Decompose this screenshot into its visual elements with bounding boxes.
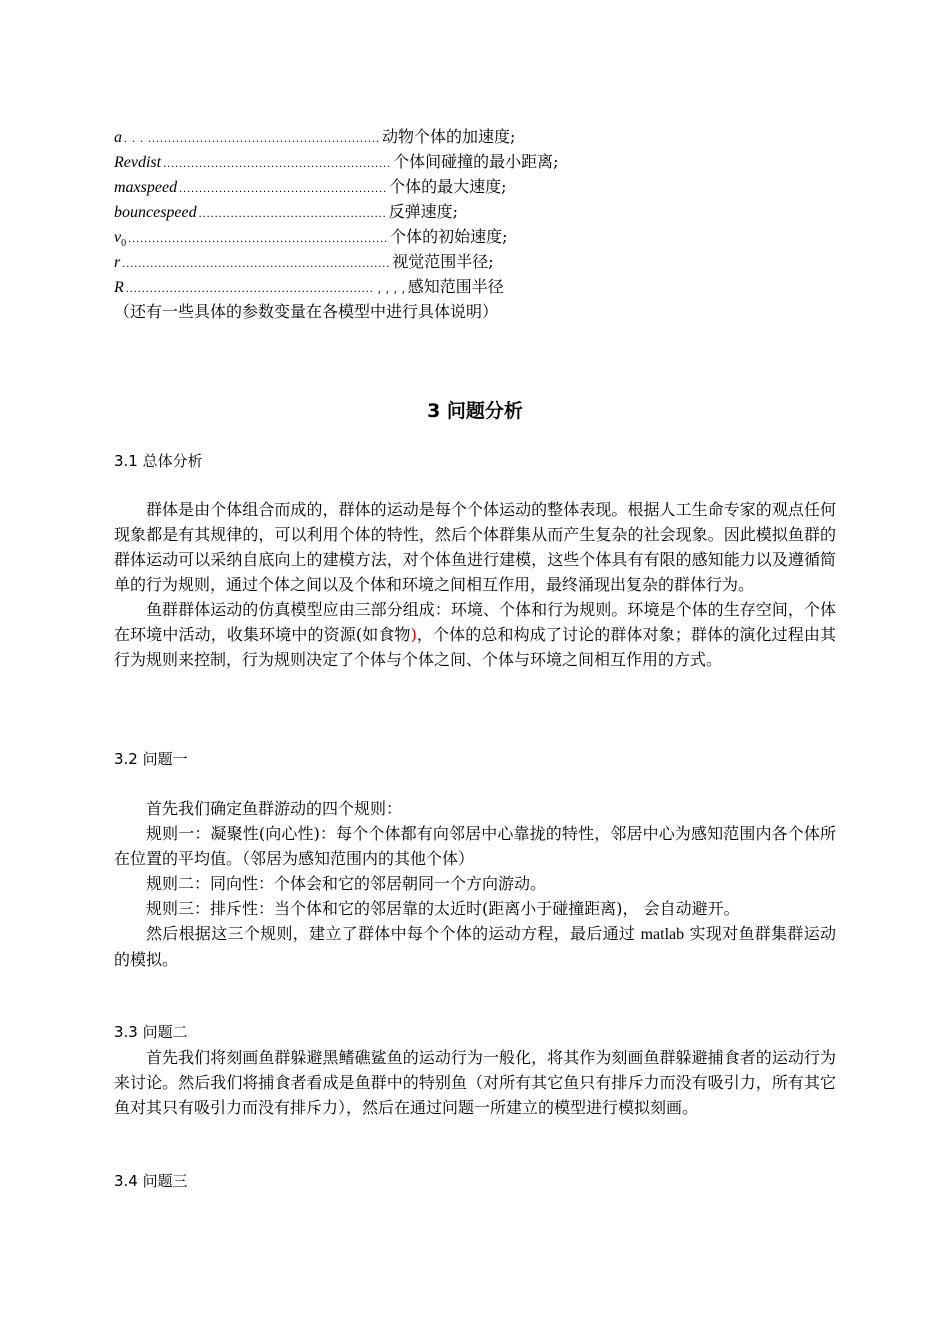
- paragraph: [114, 921, 836, 972]
- symbol-row: [114, 249, 834, 274]
- paragraph-text: 实现对鱼群集群运动的模拟。: [114, 924, 836, 969]
- paragraph: 规则二：同向性：个体会和它的邻居朝同一个方向游动。: [146, 874, 547, 893]
- paragraph: 规则三：排斥性：当个体和它的邻居靠的太近时(距离小于碰撞距离)， 会自动避开。: [146, 899, 740, 918]
- symbol-list: [114, 124, 834, 324]
- symbol-name: R: [114, 279, 124, 296]
- symbol-row: [114, 224, 834, 249]
- symbol-name: bouncespeed: [114, 204, 197, 221]
- paragraph-text: 鱼群群体运动的仿真模型应由三部分组成：环境、个体和行为规则。环境是个体的生存空间，个体在环境中活动，收集环境中的资源(如食物: [114, 600, 836, 644]
- subsection-heading-3-1: 3.1 总体分析: [114, 452, 203, 470]
- symbol-row: [114, 149, 834, 174]
- dot-leader: .............................................................. , , , ,: [125, 281, 406, 295]
- symbol-note: （还有一些具体的参数变量在各模型中进行具体说明）: [114, 302, 499, 321]
- paragraph: 首先我们确定鱼群游动的四个规则：: [146, 799, 403, 818]
- section-title: 3 问题分析: [427, 400, 523, 422]
- subsection-body-3-1: [114, 497, 836, 672]
- dot-leader: ...................................................................: [122, 256, 391, 270]
- symbol-name-base: v: [114, 229, 122, 246]
- symbol-name: Revdist: [114, 154, 162, 171]
- symbol-description: 个体的初始速度;: [390, 227, 508, 246]
- symbol-description: 个体的最大速度;: [389, 177, 507, 196]
- symbol-description: 动物个体的加速度;: [382, 127, 516, 146]
- paragraph-text: ，个体的总和构成了讨论的群体对象；群体的演化过程由其行为规则来控制，行为规则决定了个体与个体之间、个体与环境之间相互作用的方式。: [114, 625, 836, 669]
- symbol-row: [114, 199, 834, 224]
- dot-leader: .................................................................: [128, 231, 389, 245]
- paragraph-text: 然后根据这三个规则，建立了群体中每个个体的运动方程，最后通过: [146, 924, 636, 943]
- subsection-heading-3-2: 3.2 问题一: [114, 750, 188, 768]
- symbol-subscript: 0: [121, 238, 127, 250]
- symbol-description: 个体间碰撞的最小距离;: [393, 152, 559, 171]
- paragraph-text-latin: matlab: [640, 926, 685, 943]
- paragraph: 规则一：凝聚性(向心性)：每个个体都有向邻居中心靠拢的特性，邻居中心为感知范围内各个体所在位置的平均值。（邻居为感知范围内的其他个体）: [114, 824, 836, 868]
- symbol-description: 视觉范围半径;: [392, 252, 494, 271]
- symbol-row: [114, 124, 834, 149]
- dot-leader: .........................................................: [163, 156, 392, 170]
- symbol-row: [114, 174, 834, 199]
- paragraph-text-red: ): [410, 625, 417, 644]
- symbol-description: 反弹速度;: [388, 202, 459, 221]
- subsection-body-3-2: [114, 796, 836, 972]
- paragraph: 首先我们将刻画鱼群躲避黑鳍礁鲨鱼的运动行为一般化，将其作为刻画鱼群躲避捕食者的运动行为来讨论。然后我们将捕食者看成是鱼群中的特别鱼（对所有其它鱼只有排斥力而没有吸引力，所有其它鱼对其只有吸引力而没有排斥力），然后在通过问题一所建立的模型进行模拟刻画。: [114, 1048, 836, 1117]
- paragraph: [114, 597, 836, 672]
- dot-leader: ....................................................: [179, 181, 388, 195]
- symbol-row: [114, 274, 834, 299]
- symbol-description: 感知范围半径: [407, 277, 504, 296]
- symbol-name: a: [114, 129, 122, 146]
- dot-leader: ...............................................: [198, 206, 387, 220]
- subsection-body-3-3: [114, 1045, 836, 1120]
- dot-leader: . . . ..........................................................: [124, 131, 380, 145]
- subsection-heading-3-3: 3.3 问题二: [114, 1023, 188, 1041]
- subsection-heading-3-4: 3.4 问题三: [114, 1172, 188, 1190]
- paragraph: 群体是由个体组合而成的，群体的运动是每个个体运动的整体表现。根据人工生命专家的观点任何现象都是有其规律的，可以利用个体的特性，然后个体群集从而产生复杂的社会现象。因此模拟鱼群的群体运动可以采纳自底向上的建模方法，对个体鱼进行建模，这些个体具有有限的感知能力以及遵循简单的行为规则，通过个体之间以及个体和环境之间相互作用，最终涌现出复杂的群体行为。: [114, 500, 836, 594]
- symbol-name: r: [114, 254, 121, 271]
- symbol-name: maxspeed: [114, 179, 178, 196]
